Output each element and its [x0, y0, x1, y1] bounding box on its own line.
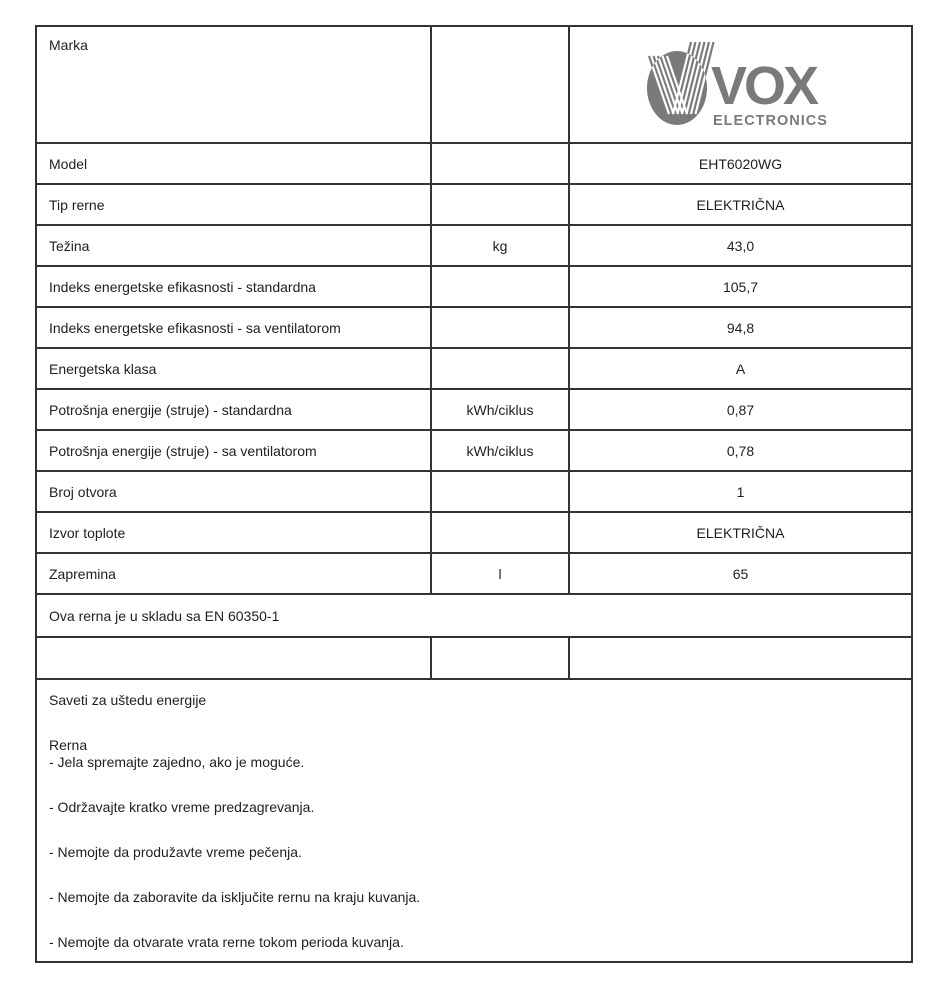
tips-subtitle: Rerna: [49, 737, 88, 753]
row-value: A: [735, 360, 746, 377]
tips-content: [37, 680, 911, 961]
table-row-indeks-ventilator: [37, 308, 911, 349]
row-label: Indeks energetske efikasnosti - sa ventilatorom: [49, 319, 341, 336]
table-row-marka: [37, 27, 911, 144]
row-unit: [430, 267, 570, 306]
row-label: Težina: [49, 237, 90, 254]
logo-sub-text: ELECTRONICS: [712, 112, 828, 129]
compliance-note-row: [37, 595, 911, 638]
spec-table: [35, 25, 913, 963]
tip-item: - Održavajte kratko vreme predzagrevanja.: [49, 799, 315, 815]
table-row-indeks-standardna: [37, 267, 911, 308]
table-row-tezina: [37, 226, 911, 267]
row-unit: l: [430, 554, 570, 593]
row-value: 43,0: [726, 237, 755, 254]
table-row-izvor-toplote: [37, 513, 911, 554]
empty-row: [37, 638, 911, 680]
row-value: 1: [736, 483, 745, 500]
row-label: Model: [49, 155, 88, 172]
tip-item: - Nemojte da zaboravite da isključite rernu na kraju kuvanja.: [49, 889, 421, 905]
empty-cell: [430, 638, 570, 678]
row-unit: kg: [430, 226, 570, 265]
row-unit: [430, 27, 570, 142]
row-value: 65: [732, 565, 749, 582]
row-label: Broj otvora: [49, 483, 117, 500]
row-value: 94,8: [726, 319, 755, 336]
row-label: Zapremina: [49, 565, 116, 582]
row-label: Marka: [49, 37, 88, 53]
tip-item: - Nemojte da otvarate vrata rerne tokom perioda kuvanja.: [49, 934, 404, 950]
tips-oven-group: [49, 737, 899, 771]
tips-section: [37, 680, 911, 961]
row-unit: [430, 349, 570, 388]
row-unit: kWh/ciklus: [430, 390, 570, 429]
row-unit: [430, 472, 570, 511]
tip-item: - Nemojte da produžavte vreme pečenja.: [49, 844, 302, 860]
row-value: ELEKTRIČNA: [696, 524, 785, 541]
row-label: Indeks energetske efikasnosti - standardna: [49, 278, 316, 295]
row-value: EHT6020WG: [698, 155, 783, 172]
row-label: Potrošnja energije (struje) - sa ventilatorom: [49, 442, 317, 459]
row-unit: [430, 144, 570, 183]
row-unit: [430, 308, 570, 347]
brand-logo-cell: [570, 27, 911, 142]
row-unit: [430, 185, 570, 224]
row-label: Tip rerne: [49, 196, 105, 213]
row-label: Potrošnja energije (struje) - standardna: [49, 401, 292, 418]
empty-cell: [570, 638, 911, 678]
tip-item: - Jela spremajte zajedno, ako je moguće.: [49, 754, 305, 770]
row-unit: kWh/ciklus: [430, 431, 570, 470]
logo-brand-text: VOX: [710, 55, 816, 116]
table-row-broj-otvora: [37, 472, 911, 513]
table-row-model: [37, 144, 911, 185]
row-value: 0,87: [726, 401, 755, 418]
row-value: 0,78: [726, 442, 755, 459]
empty-cell: [37, 638, 430, 678]
table-row-tip-rerne: [37, 185, 911, 226]
row-value: ELEKTRIČNA: [696, 196, 785, 213]
compliance-note: Ova rerna je u skladu sa EN 60350-1: [49, 607, 280, 624]
row-label: Izvor toplote: [49, 524, 126, 541]
row-unit: [430, 513, 570, 552]
vox-logo-icon: [645, 40, 837, 130]
row-label: Energetska klasa: [49, 360, 157, 377]
table-row-potrosnja-standardna: [37, 390, 911, 431]
table-row-potrosnja-ventilator: [37, 431, 911, 472]
table-row-energetska-klasa: [37, 349, 911, 390]
row-value: 105,7: [722, 278, 759, 295]
tips-title: Saveti za uštedu energije: [49, 692, 207, 708]
table-row-zapremina: [37, 554, 911, 595]
